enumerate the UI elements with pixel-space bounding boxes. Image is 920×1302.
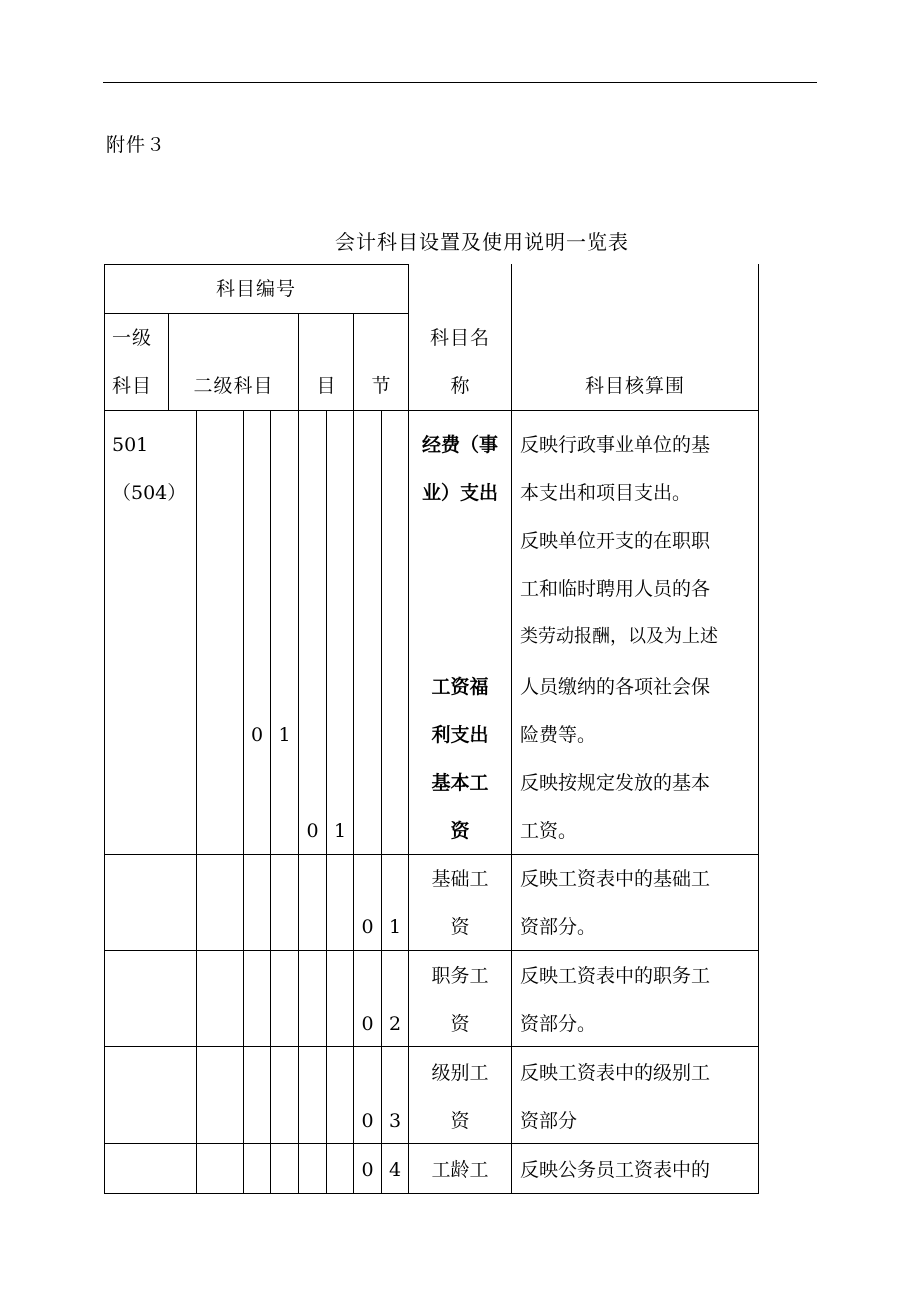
- top-rule: [103, 82, 817, 83]
- header-level1-line1: 一级: [112, 327, 153, 349]
- name-line: 级别工: [431, 1062, 489, 1084]
- table-title: 会计科目设置及使用说明一览表: [335, 230, 629, 254]
- code-level1-alt: （504）: [112, 482, 187, 504]
- name-line: 业）支出: [421, 482, 498, 504]
- name-line: 资: [450, 1013, 470, 1035]
- grid-line: [104, 854, 759, 855]
- name-line: 资: [450, 916, 470, 938]
- desc-line: 反映工资表中的职务工: [520, 965, 711, 987]
- desc-line: 反映公务员工资表中的: [520, 1159, 711, 1181]
- header-mu: 目: [316, 375, 336, 397]
- desc-line: 本支出和项目支出。: [520, 482, 692, 504]
- header-level1-line2: 科目: [112, 375, 153, 397]
- desc-line: 人员缴纳的各项社会保: [520, 676, 711, 698]
- grid-line: [104, 1046, 759, 1047]
- name-line: 利支出: [431, 724, 489, 746]
- header-scope: 科目核算围: [584, 375, 685, 397]
- desc-line: 工资。: [520, 820, 578, 842]
- name-line: 基础工: [431, 868, 489, 890]
- code-jie-digit: 2: [388, 1013, 402, 1035]
- code-level2-digit: 1: [278, 724, 291, 746]
- desc-line: 类劳动报酬，以及为上述: [520, 626, 718, 647]
- grid-line: [298, 313, 299, 1194]
- grid-line: [758, 264, 759, 1194]
- grid-line: [104, 313, 409, 314]
- grid-line: [104, 264, 105, 1194]
- name-line: 基本工: [431, 772, 489, 794]
- grid-line: [104, 1143, 759, 1144]
- name-line: 工龄工: [431, 1159, 489, 1181]
- name-line: 经费（事: [421, 434, 498, 456]
- name-line: 职务工: [431, 965, 489, 987]
- code-jie-digit: 0: [361, 1110, 374, 1132]
- desc-line: 反映单位开支的在职职: [520, 530, 711, 552]
- desc-line: 反映按规定发放的基本: [520, 772, 711, 794]
- grid-line: [353, 313, 354, 1194]
- code-level1: 501: [112, 434, 149, 456]
- desc-line: 资部分。: [520, 1013, 597, 1035]
- desc-line: 反映工资表中的级别工: [520, 1062, 711, 1084]
- desc-line: 资部分: [520, 1110, 578, 1132]
- header-name-line2: 称: [450, 375, 470, 397]
- grid-line: [196, 410, 197, 1194]
- grid-line: [104, 950, 759, 951]
- header-name-line1: 科目名: [429, 327, 490, 349]
- code-jie-digit: 4: [388, 1159, 402, 1181]
- attachment-label: 附件３: [106, 134, 167, 156]
- desc-line: 反映行政事业单位的基: [520, 434, 711, 456]
- desc-line: 工和临时聘用人员的各: [520, 578, 711, 600]
- header-code-group: 科目编号: [215, 278, 296, 300]
- code-level2-digit: 0: [250, 724, 264, 746]
- desc-line: 险费等。: [520, 724, 597, 746]
- code-mu-digit: 0: [306, 820, 319, 842]
- code-jie-digit: 0: [361, 1159, 374, 1181]
- desc-line: 反映工资表中的基础工: [520, 868, 711, 890]
- grid-line: [104, 410, 759, 411]
- grid-line: [326, 410, 327, 1194]
- code-jie-digit: 3: [388, 1110, 402, 1132]
- grid-line: [104, 1193, 759, 1194]
- code-jie-digit: 0: [361, 1013, 374, 1035]
- header-level2: 二级科目: [193, 375, 274, 397]
- grid-line: [511, 264, 512, 1194]
- name-line: 资: [450, 820, 470, 842]
- grid-line: [381, 410, 382, 1194]
- grid-line: [104, 264, 409, 265]
- header-jie: 节: [371, 375, 391, 397]
- code-mu-digit: 1: [333, 820, 347, 842]
- name-line: 资: [450, 1110, 470, 1132]
- grid-line: [270, 410, 271, 1194]
- grid-line: [243, 410, 244, 1194]
- desc-line: 资部分。: [520, 916, 597, 938]
- code-jie-digit: 1: [388, 916, 402, 938]
- code-jie-digit: 0: [361, 916, 374, 938]
- name-line: 工资福: [431, 676, 489, 698]
